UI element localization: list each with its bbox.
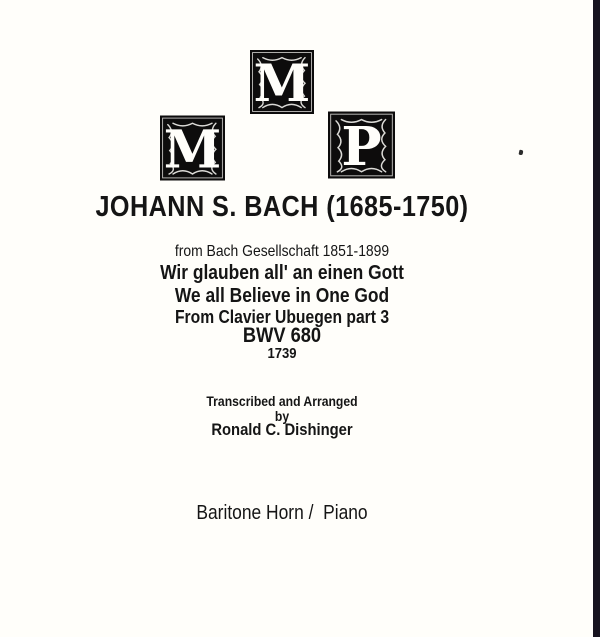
work-title-german: Wir glauben all' an einen Gott xyxy=(160,262,404,284)
credits-line-2: by xyxy=(274,408,290,424)
catalog-number: BWV 680 xyxy=(242,324,322,347)
instrumentation-label: Baritone Horn / Piano xyxy=(196,502,368,524)
scan-edge-strip xyxy=(593,0,600,637)
composer-title: JOHANN S. BACH (1685-1750) xyxy=(95,191,469,223)
composition-year: 1739 xyxy=(267,345,297,362)
arranger-name: Ronald C. Dishinger xyxy=(211,420,353,439)
work-title-english: We all Believe in One God xyxy=(174,285,390,307)
work-collection-line: From Clavier Ubuegen part 3 xyxy=(174,307,390,327)
edition-source-line: from Bach Gesellschaft 1851-1899 xyxy=(174,243,390,260)
woodcut-letter-glyph: M xyxy=(253,54,311,115)
credits-line-1: Transcribed and Arranged xyxy=(206,393,358,409)
woodcut-letter-glyph: M xyxy=(163,119,222,181)
woodcut-letter-glyph: P xyxy=(341,115,382,179)
